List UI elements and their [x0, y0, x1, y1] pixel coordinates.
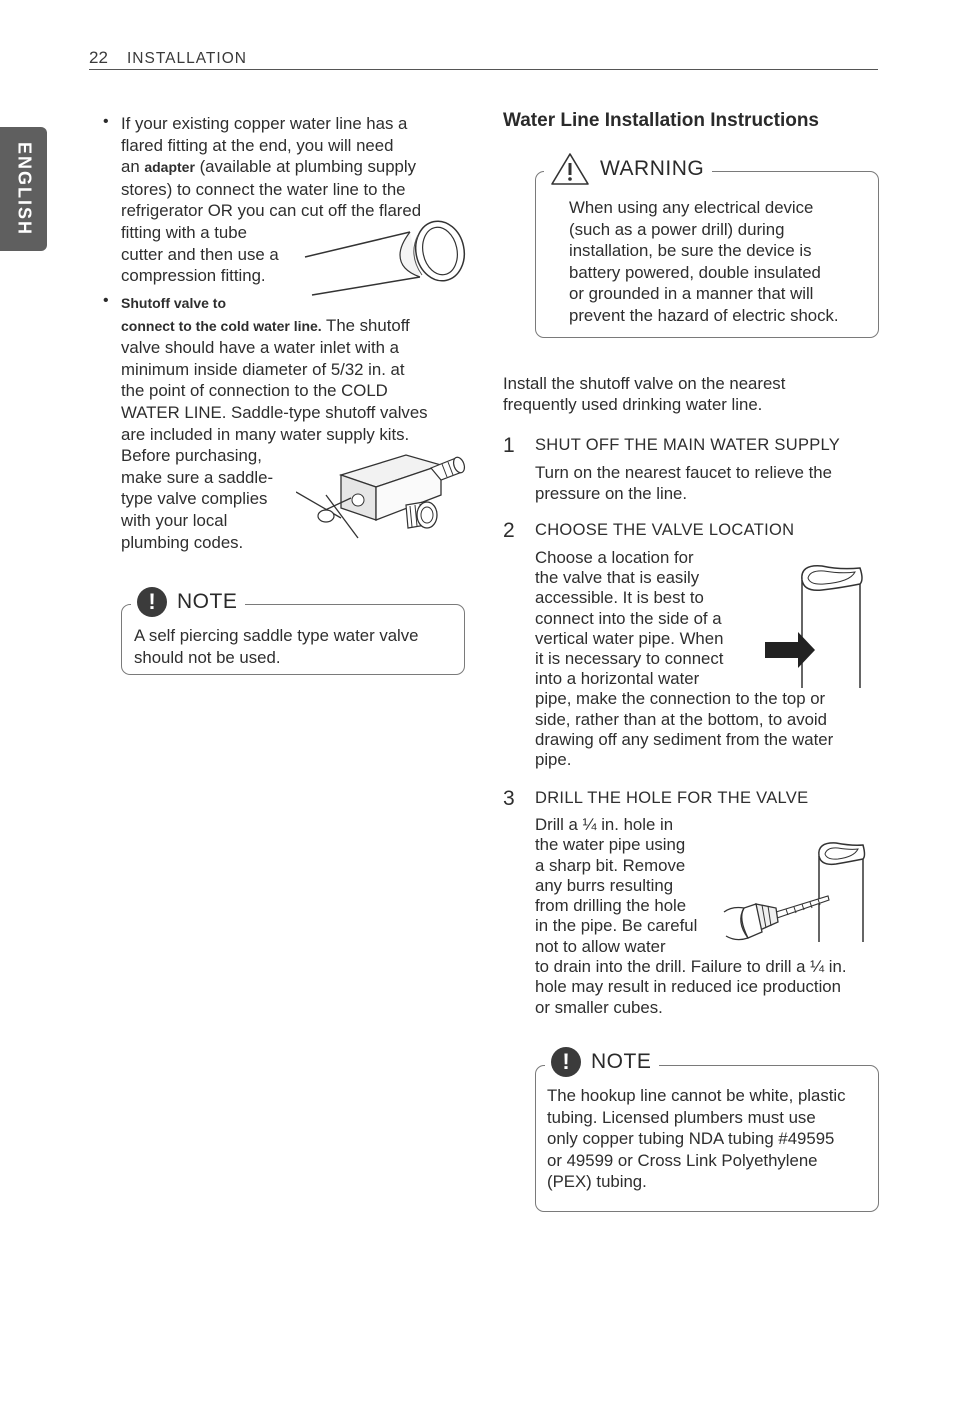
bullet1-line: compression fitting. — [121, 266, 266, 286]
step-number: 1 — [503, 434, 515, 457]
bullet1-line: fitting with a tube — [121, 222, 247, 242]
step-line: pipe. — [535, 750, 572, 770]
step-title: DRILL THE HOLE FOR THE VALVE — [535, 789, 809, 807]
bullet1-line: stores) to connect the water line to the — [121, 179, 406, 199]
bullet1-line3-pre: an — [121, 157, 145, 177]
warning-line: prevent the hazard of electric shock. — [569, 305, 839, 325]
intro-text — [503, 374, 873, 415]
step-line: hole may result in reduced ice production — [535, 977, 841, 997]
bullet1-line: refrigerator OR you can cut off the flared — [121, 201, 422, 221]
drill-pipe-illustration — [716, 838, 871, 948]
step-line: in the pipe. Be careful — [535, 916, 698, 936]
step-line: the valve that is easily — [535, 568, 700, 588]
warning-line: (such as a power drill) during — [569, 219, 785, 239]
bullet1-line — [121, 156, 461, 179]
language-tab — [0, 127, 47, 251]
saddle-valve-illustration — [296, 450, 471, 545]
step-line: to drain into the drill. Failure to drill a ¼ in. — [535, 957, 847, 977]
exclamation-icon: ! — [137, 587, 167, 617]
bullet2-line: plumbing codes. — [121, 532, 244, 552]
step-line: a sharp bit. Remove — [535, 855, 686, 875]
step-number: 2 — [503, 519, 515, 542]
bullet1-line3-post: (available at plumbing supply — [194, 157, 417, 177]
warning-text — [569, 197, 874, 327]
warning-line: battery powered, double insulated — [569, 262, 821, 282]
warning-line: or grounded in a manner that will — [569, 284, 814, 304]
note-line: should not be used. — [134, 647, 281, 667]
step-line: any burrs resulting — [535, 875, 674, 895]
warning-header — [544, 152, 712, 186]
bullet1-line: flared fitting at the end, you will need — [121, 135, 394, 155]
step-text — [535, 463, 875, 504]
note-line: A self piercing saddle type water valve — [134, 626, 419, 645]
warning-line: When using any electrical device — [569, 198, 814, 217]
note-line: tubing. Licensed plumbers must use — [547, 1107, 816, 1127]
note-line: (PEX) tubing. — [547, 1172, 647, 1192]
bullet2-line — [121, 292, 466, 315]
note-header-left — [131, 587, 245, 617]
note-label: NOTE — [177, 590, 238, 613]
step-line: accessible. It is best to — [535, 588, 704, 608]
page-number: 22 — [89, 48, 108, 67]
intro-line: Install the shutoff valve on the nearest — [503, 374, 786, 393]
step-line: side, rather than at the bottom, to avoid — [535, 709, 827, 729]
bullet2-line: WATER LINE. Saddle-type shutoff valves — [121, 402, 428, 422]
note-line: The hookup line cannot be white, plastic — [547, 1086, 846, 1105]
step-line: the water pipe using — [535, 835, 686, 855]
intro-line: frequently used drinking water line. — [503, 394, 763, 414]
note-text-left — [134, 625, 459, 668]
step-line: vertical water pipe. When — [535, 628, 724, 648]
bullet2-bold2: connect to the cold water line. — [121, 317, 322, 334]
step-line: connect into the side of a — [535, 608, 722, 628]
step-line: Choose a location for — [535, 548, 694, 567]
bullet2-line2-post: The shutoff — [321, 315, 410, 335]
bullet2-line: are included in many water supply kits. — [121, 424, 410, 444]
bullet2-line — [121, 315, 466, 338]
step-line: pipe, make the connection to the top or — [535, 689, 826, 709]
step-line: not to allow water — [535, 936, 666, 956]
step-number: 3 — [503, 787, 515, 810]
step-line: into a horizontal water — [535, 669, 700, 689]
section-title: INSTALLATION — [127, 50, 247, 67]
header-rule — [89, 69, 878, 70]
warning-triangle-icon — [550, 152, 590, 186]
step-line: Turn on the nearest faucet to relieve the — [535, 463, 832, 482]
note-text-right — [547, 1085, 872, 1193]
bullet-icon: • — [103, 292, 109, 309]
note-label: NOTE — [591, 1050, 652, 1073]
warning-label: WARNING — [600, 157, 705, 180]
note-line: only copper tubing NDA tubing #49595 — [547, 1129, 835, 1149]
step-line: drawing off any sediment from the water — [535, 729, 834, 749]
bullet2-line: make sure a saddle- — [121, 467, 274, 487]
exclamation-icon: ! — [551, 1047, 581, 1077]
step-line: from drilling the hole — [535, 896, 687, 916]
note-line: or 49599 or Cross Link Polyethylene — [547, 1150, 818, 1170]
bullet2-line: minimum inside diameter of 5/32 in. at — [121, 359, 405, 379]
bullet2-line: type valve complies — [121, 489, 268, 509]
bullet2-line: with your local — [121, 510, 228, 530]
bullet-icon: • — [103, 113, 109, 130]
step-line: or smaller cubes. — [535, 997, 663, 1017]
bullet1-line: cutter and then use a — [121, 244, 279, 264]
vertical-pipe-arrow-illustration — [760, 560, 865, 690]
bullet2-line: valve should have a water inlet with a — [121, 338, 399, 358]
bullet2-line: Before purchasing, — [121, 446, 262, 466]
bullet1-adapter-bold: adapter — [144, 159, 195, 176]
bullet1-line: If your existing copper water line has a — [121, 114, 408, 133]
step-line: pressure on the line. — [535, 483, 688, 503]
section-heading: Water Line Installation Instructions — [503, 110, 819, 131]
step-title: SHUT OFF THE MAIN WATER SUPPLY — [535, 436, 841, 454]
step-title: CHOOSE THE VALVE LOCATION — [535, 521, 795, 539]
flared-pipe-illustration — [300, 215, 470, 300]
warning-line: installation, be sure the device is — [569, 241, 812, 261]
bullet2-line: the point of connection to the COLD — [121, 381, 388, 401]
language-tab-label: ENGLISH — [14, 141, 34, 237]
step-line: Drill a ¼ in. hole in — [535, 815, 674, 834]
note-header-right — [545, 1047, 659, 1077]
bullet2-bold1: Shutoff valve to — [121, 295, 227, 311]
step-line: it is necessary to connect — [535, 649, 724, 669]
